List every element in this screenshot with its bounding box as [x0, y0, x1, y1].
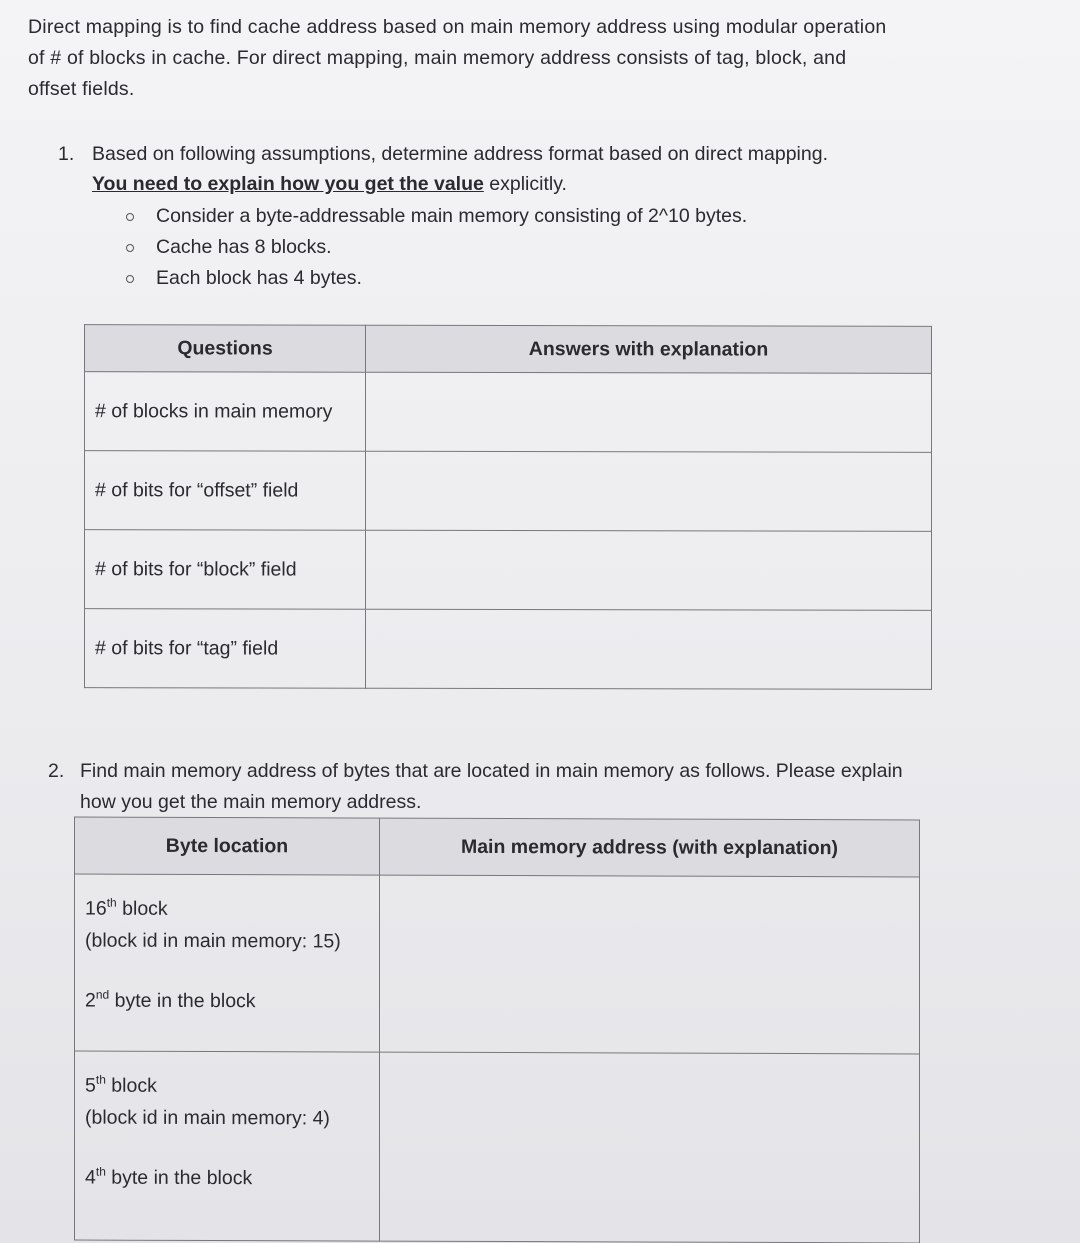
block-word: block: [105, 1074, 157, 1097]
byte-word: byte in the block: [105, 1166, 253, 1190]
table-row: [75, 1051, 920, 1243]
memory-address-table: [74, 817, 920, 1243]
table-row: [85, 451, 932, 532]
answer-cell[interactable]: [366, 609, 932, 689]
answers-header: Answers with explanation: [366, 325, 932, 373]
assumption-item: [92, 201, 918, 232]
hollow-bullet-icon: [126, 213, 134, 221]
question-1-emphasis-tail: explicitly.: [483, 173, 567, 195]
byte-line: [85, 985, 369, 1018]
ordinal-suffix: th: [95, 1072, 106, 1087]
assumption-text: Consider a byte-addressable main memory consisting of 2^10 bytes.: [156, 205, 748, 227]
table-header-row: [85, 325, 932, 374]
byte-ordinal: 2: [85, 989, 96, 1012]
block-id-line: (block id in main memory: 15): [85, 929, 341, 953]
assumption-text: Cache has 8 blocks.: [156, 236, 332, 258]
question-cell: # of blocks in main memory: [85, 372, 366, 452]
hollow-bullet-icon: [126, 275, 134, 283]
questions-header: Questions: [85, 325, 366, 373]
ordinal-suffix: th: [106, 895, 117, 910]
byte-location-cell: [75, 1051, 380, 1241]
byte-location-header: Byte location: [75, 817, 380, 875]
table-row: [85, 372, 932, 453]
answer-cell[interactable]: [380, 875, 920, 1054]
block-line: [85, 893, 369, 926]
address-format-table: [84, 324, 932, 690]
block-ordinal: 16: [85, 897, 107, 920]
question-1-prompt: Based on following assumptions, determine address format based on direct mapping.: [92, 143, 828, 165]
byte-ordinal: 4: [85, 1166, 96, 1189]
hollow-bullet-icon: [126, 244, 134, 252]
question-1-emphasis: You need to explain how you get the value: [92, 173, 484, 195]
assumption-list: [92, 201, 918, 294]
question-1-number: 1.: [58, 143, 75, 165]
table-header-row: [75, 817, 920, 877]
block-word: block: [116, 897, 168, 920]
assumption-item: [92, 263, 918, 294]
table-row: [75, 874, 920, 1054]
question-cell: # of bits for “block” field: [85, 530, 366, 610]
intro-paragraph: Direct mapping is to find cache address based on main memory address using modular operation of # of blocks in cache. For direct mapping, main memory address consists of tag, block, and offset fields.: [28, 16, 887, 100]
question-2-prompt: Find main memory address of bytes that are located in main memory as follows. Please explain how you get the main memory address.: [80, 760, 903, 813]
block-id-line: (block id in main memory: 4): [85, 1106, 330, 1130]
assumption-item: [92, 232, 918, 263]
byte-line: [85, 1162, 369, 1195]
question-cell: # of bits for “tag” field: [85, 609, 366, 689]
assumption-text: Each block has 4 bytes.: [156, 267, 362, 289]
question-1: [58, 139, 918, 294]
answer-cell[interactable]: [366, 530, 932, 610]
answer-cell[interactable]: [366, 451, 932, 531]
byte-location-cell: [75, 874, 380, 1052]
ordinal-suffix: nd: [95, 987, 110, 1002]
answer-cell[interactable]: [366, 372, 932, 452]
block-line: [85, 1070, 369, 1103]
question-1-instruction: [92, 169, 918, 199]
question-cell: # of bits for “offset” field: [85, 451, 366, 531]
ordinal-suffix: th: [95, 1164, 106, 1179]
question-2: [48, 756, 928, 818]
main-memory-address-header: Main memory address (with explanation): [380, 818, 920, 877]
byte-word: byte in the block: [109, 989, 256, 1013]
answer-cell[interactable]: [380, 1052, 920, 1243]
block-ordinal: 5: [85, 1074, 96, 1097]
table-row: [85, 530, 932, 611]
question-2-number: 2.: [48, 760, 65, 782]
table-row: [85, 609, 932, 690]
